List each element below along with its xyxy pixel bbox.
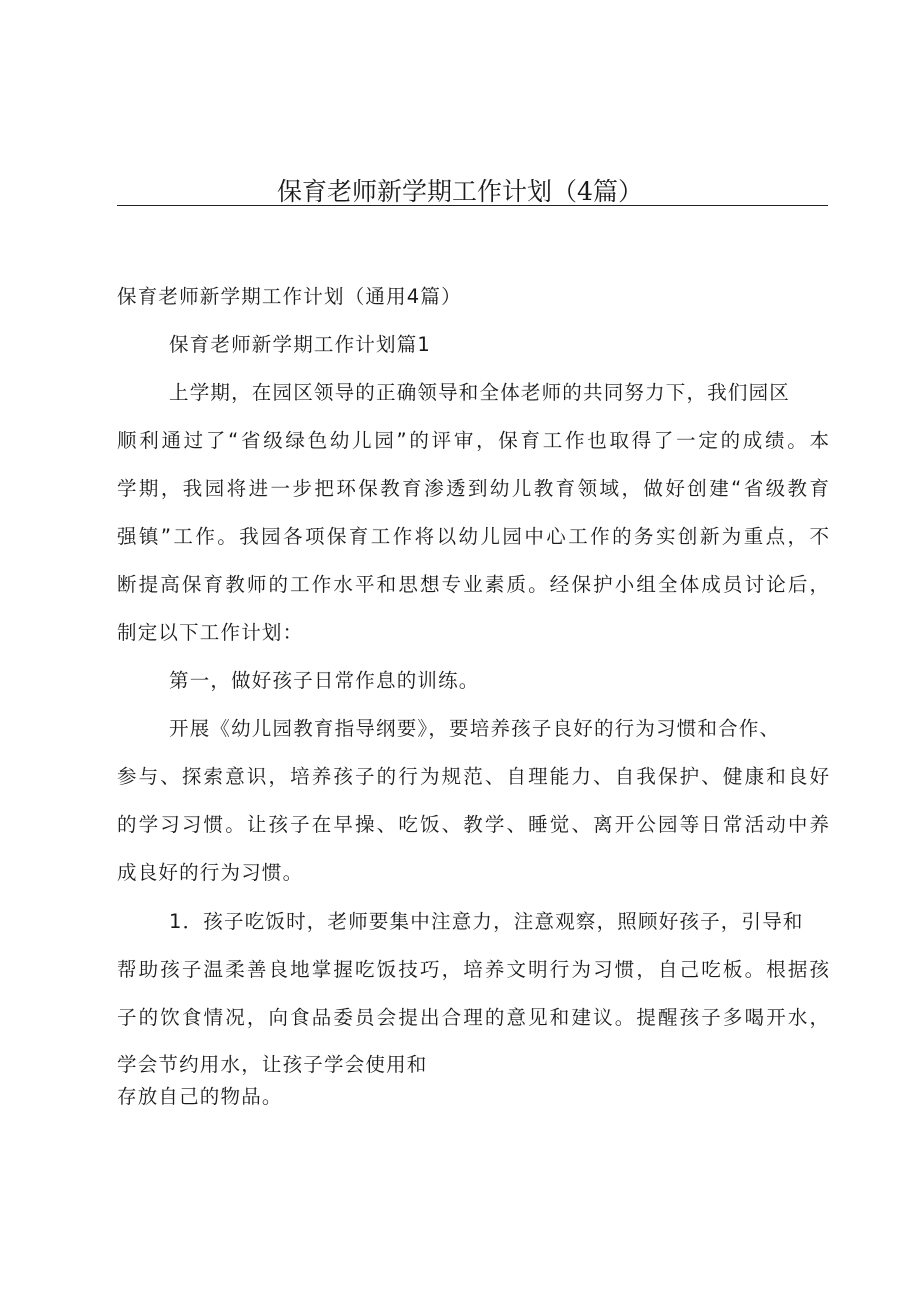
paragraph3-line3: 子的饮食情况，向食品委员会提出合理的意见和建议。提醒孩子多喝开水， bbox=[117, 1006, 829, 1029]
paragraph3-line2: 帮助孩子温柔善良地掌握吃饭技巧，培养文明行为习惯，自己吃板。根据孩 bbox=[117, 958, 829, 981]
paragraph1-line1: 上学期，在园区领导的正确领导和全体老师的共同努力下，我们园区 bbox=[169, 381, 791, 404]
paragraph2-line4: 成良好的行为习惯。 bbox=[117, 861, 304, 884]
point1-heading: 第一，做好孩子日常作息的训练。 bbox=[169, 669, 480, 692]
title-underline bbox=[117, 205, 828, 206]
document-title: 保育老师新学期工作计划（4篇） bbox=[277, 177, 643, 206]
paragraph2-line3: 的学习习惯。让孩子在早操、吃饭、教学、睡觉、离开公园等日常活动中养 bbox=[117, 813, 829, 836]
paragraph1-line3: 学期，我园将进一步把环保教育渗透到幼儿教育领域，做好创建“省级教育 bbox=[117, 477, 829, 500]
paragraph1-line4: 强镇”工作。我园各项保育工作将以幼儿园中心工作的务实创新为重点，不 bbox=[117, 525, 829, 548]
paragraph3-line4: 学会节约用水，让孩子学会使用和 bbox=[117, 1053, 428, 1076]
paragraph1-line6: 制定以下工作计划： bbox=[117, 621, 304, 644]
paragraph1-line2: 顺利通过了“省级绿色幼儿园”的评审，保育工作也取得了一定的成绩。本 bbox=[117, 429, 829, 452]
paragraph3-line1: 1．孩子吃饭时，老师要集中注意力，注意观察，照顾好孩子，引导和 bbox=[169, 910, 804, 933]
paragraph3-line5: 存放自己的物品。 bbox=[117, 1085, 283, 1108]
paragraph1-line5: 断提高保育教师的工作水平和思想专业素质。经保护小组全体成员讨论后， bbox=[117, 573, 829, 596]
paragraph2-line1: 开展《幼儿园教育指导纲要》，要培养孩子良好的行为习惯和合作、 bbox=[169, 717, 781, 740]
paragraph2-line2: 参与、探索意识，培养孩子的行为规范、自理能力、自我保护、健康和良好 bbox=[117, 765, 829, 788]
section-heading: 保育老师新学期工作计划篇1 bbox=[169, 333, 432, 356]
document-subtitle: 保育老师新学期工作计划（通用4篇） bbox=[117, 285, 462, 308]
